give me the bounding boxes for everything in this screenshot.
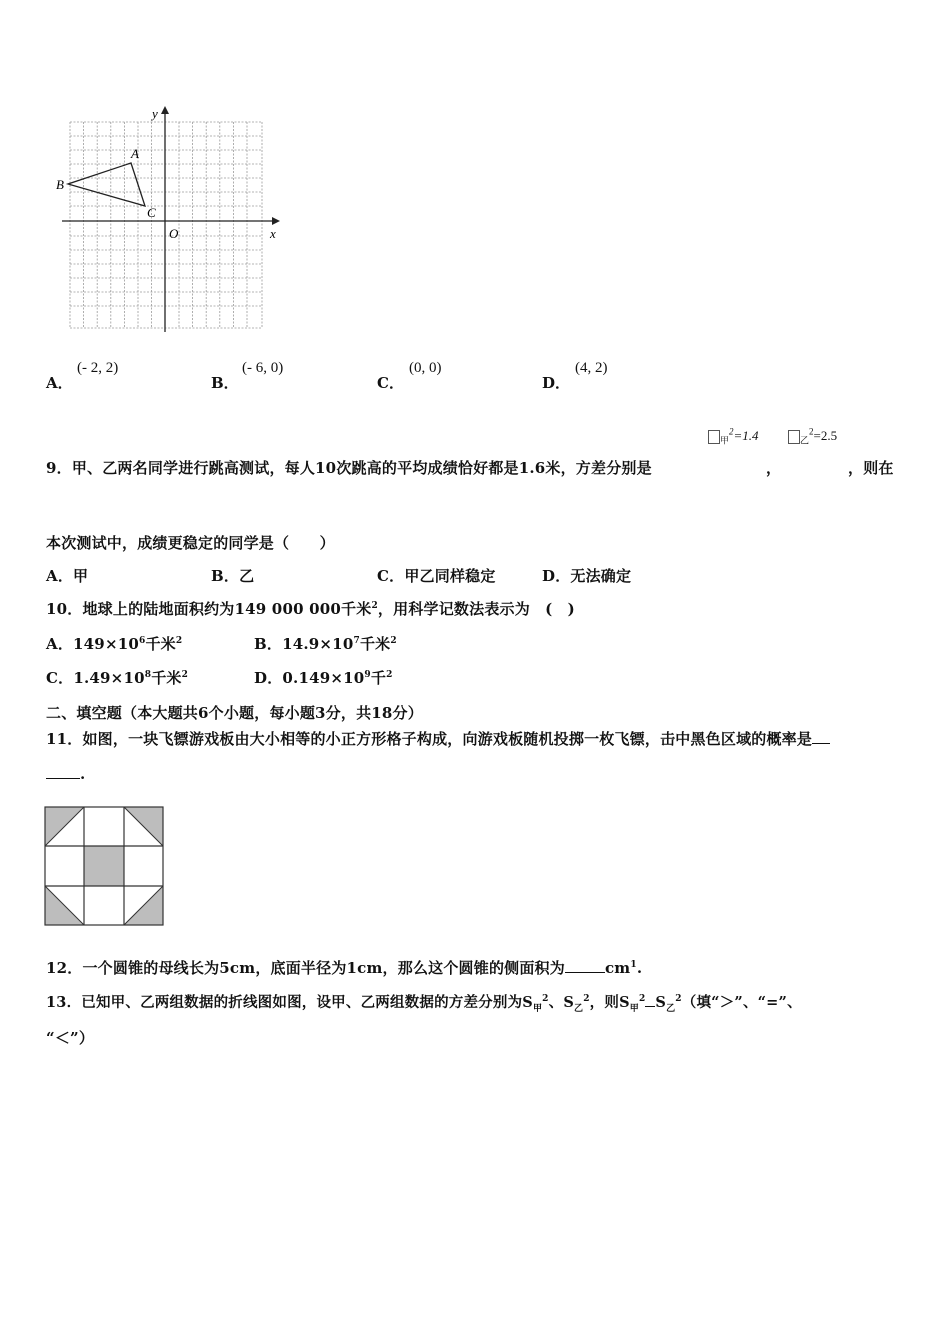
q9-option-c: C．甲乙同样稳定 — [377, 567, 496, 585]
q8-option-a-label: A． — [46, 374, 73, 392]
x-axis-arrow — [272, 217, 280, 225]
q8-option-d-value: (4, 2) — [575, 360, 608, 376]
point-b-label: B — [56, 177, 64, 192]
point-a-label: A — [131, 146, 139, 161]
q8-option-a-value: (- 2, 2) — [77, 360, 119, 376]
y-axis-arrow — [161, 106, 169, 114]
q11-stem-line1: 11．如图，一块飞镖游戏板由大小相等的小正方形格子构成，向游戏板随机投掷一枚飞镖，击中黑色区域的概率是 — [46, 728, 830, 749]
section-2-heading: 二、填空题（本大题共6个小题，每小题3分，共18分） — [46, 704, 423, 722]
point-c-label: C — [147, 205, 156, 220]
q9-stem-end: ，则在 — [848, 459, 894, 477]
shaded-center-square — [84, 846, 124, 886]
q8-option-c-value: (0, 0) — [409, 360, 442, 376]
grid-lines — [70, 122, 262, 328]
q8-option-b-label: B． — [211, 374, 239, 392]
q9-variance-jia: $_甲^2$=1.4 — [708, 428, 759, 444]
q10-stem: 10．地球上的陆地面积约为149 000 000千米$^2$，用科学记数法表示为 ( ) — [46, 600, 575, 618]
origin-label: O — [169, 226, 179, 241]
q10-option-c: C．$1.49\times 10^8$千米$^2$ — [46, 669, 189, 687]
q8-option-c-label: C． — [377, 374, 404, 392]
q13-stem-line1: 13．已知甲、乙两组数据的折线图如图，设甲、乙两组数据的方差分别为$S_甲^2$、$S_乙^2$，则$S_甲^2$ $S_乙^2$（填“＞”、“=”、 — [46, 994, 802, 1014]
triangle-abc — [68, 163, 145, 206]
dartboard-figure — [44, 806, 166, 928]
q11-stem-line2: . — [46, 764, 85, 783]
q13-stem-line2: “＜”） — [46, 1029, 95, 1047]
q10-option-a: A．$149\times 10^6$千米$^2$ — [46, 635, 183, 653]
q9-stem-line2: 本次测试中，成绩更稳定的同学是（ ） — [46, 534, 335, 552]
q9-option-b: B．乙 — [211, 567, 255, 585]
q9-variance-yi: $_乙^2$=2.5 — [788, 428, 837, 444]
q9-option-a: A．甲 — [46, 567, 89, 585]
q8-option-b-value: (- 6, 0) — [242, 360, 284, 376]
q10-option-b: B．$14.9\times 10^7$千米$^2$ — [254, 635, 397, 653]
q9-stem-comma: ， — [766, 459, 782, 477]
q9-stem-line1: 9．甲、乙两名同学进行跳高测试，每人10次跳高的平均成绩恰好都是1.6米，方差分别是 — [46, 459, 652, 477]
q9-option-d: D．无法确定 — [542, 567, 632, 585]
coordinate-grid-figure — [52, 100, 292, 340]
q12-stem: 12．一个圆锥的母线长为5cm，底面半径为1cm，那么这个圆锥的侧面积为 $cm^1$. — [46, 959, 643, 977]
axis-x-label: x — [270, 226, 276, 241]
axis-y-label: y — [152, 106, 158, 121]
q10-option-d: D．$0.149\times 10^9$千$^2$ — [254, 669, 393, 687]
q8-option-d-label: D． — [542, 374, 571, 392]
